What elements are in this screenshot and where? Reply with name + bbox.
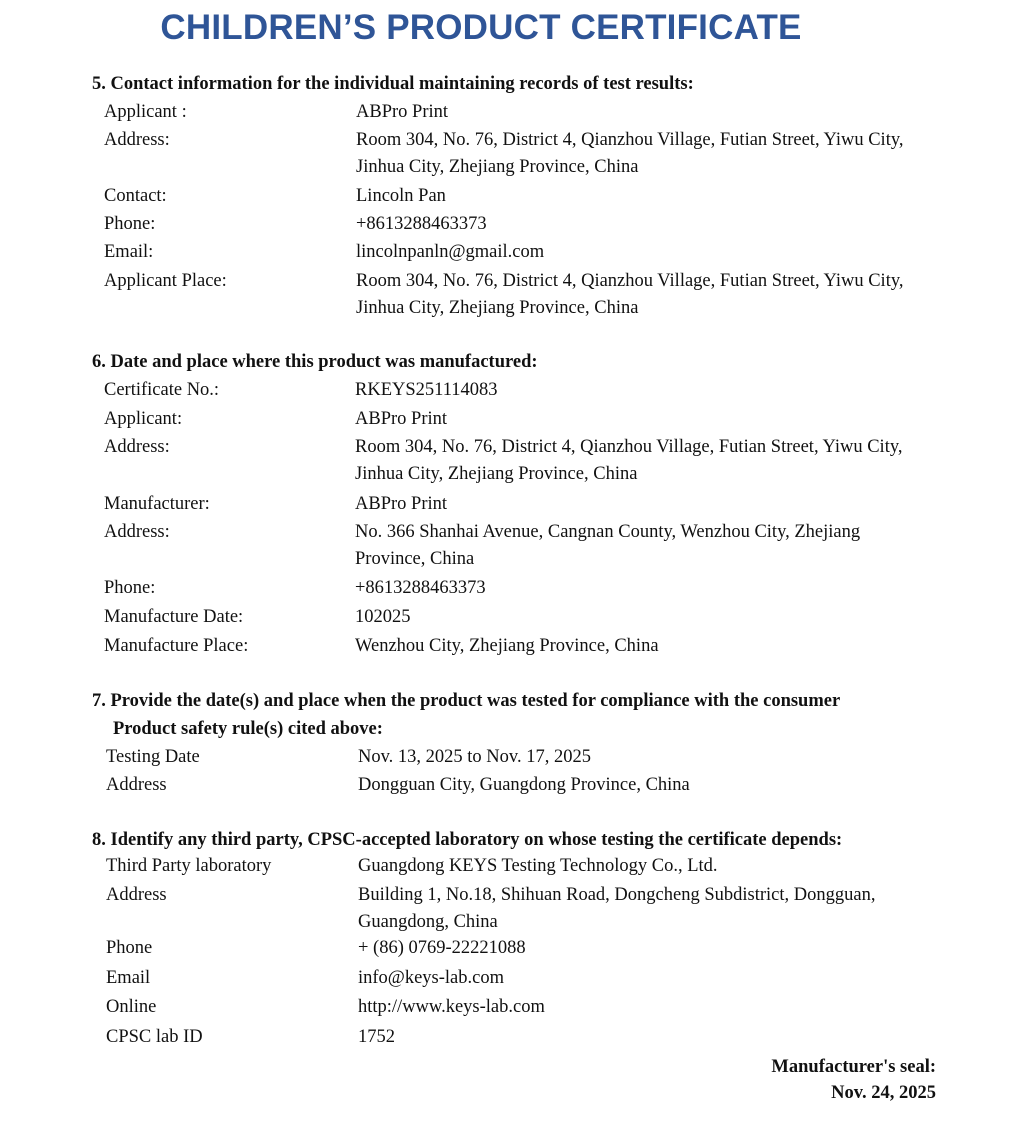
- signature-date: Nov. 24, 2025: [831, 1083, 936, 1103]
- address-value: Room 304, No. 76, District 4, Qianzhou Village, Futian Street, Yiwu City, Jinhua City, Zhejiang Province, China: [356, 130, 904, 177]
- page-title: CHILDREN’S PRODUCT CERTIFICATE: [160, 8, 802, 47]
- applicant-value: ABPro Print: [356, 102, 449, 122]
- lab-email-label: Email: [106, 968, 151, 988]
- manufacture-place-value: Wenzhou City, Zhejiang Province, China: [355, 636, 659, 656]
- address-value: Room 304, No. 76, District 4, Qianzhou Village, Futian Street, Yiwu City, Jinhua City, Zhejiang Province, China: [355, 437, 903, 484]
- applicant-value: ABPro Print: [355, 409, 448, 429]
- contact-value: Lincoln Pan: [356, 186, 446, 206]
- manufacture-date-value: 102025: [355, 607, 411, 627]
- lab-phone-label: Phone: [106, 938, 153, 958]
- applicant-label: Applicant :: [104, 102, 187, 122]
- cpsc-lab-id-label: CPSC lab ID: [106, 1027, 203, 1047]
- applicant-place-label: Applicant Place:: [104, 271, 227, 291]
- third-party-lab-value: Guangdong KEYS Testing Technology Co., Ltd.: [358, 856, 718, 876]
- applicant-label: Applicant:: [104, 409, 183, 429]
- manufacture-place-label: Manufacture Place:: [104, 636, 249, 656]
- manufacture-date-label: Manufacture Date:: [104, 607, 244, 627]
- section-8-heading: 8. Identify any third party, CPSC-accepted laboratory on whose testing the certificate depends:: [92, 830, 843, 850]
- testing-date-value: Nov. 13, 2025 to Nov. 17, 2025: [358, 747, 591, 767]
- phone-label: Phone:: [104, 578, 156, 598]
- manufacturer-address-label: Address:: [104, 522, 170, 542]
- lab-phone-value: + (86) 0769-22221088: [358, 938, 526, 958]
- lab-address-label: Address: [106, 885, 167, 905]
- phone-label: Phone:: [104, 214, 156, 234]
- applicant-place-value: Room 304, No. 76, District 4, Qianzhou Village, Futian Street, Yiwu City, Jinhua City, Zhejiang Province, China: [356, 271, 904, 318]
- testing-address-value: Dongguan City, Guangdong Province, China: [358, 775, 690, 795]
- email-value: lincolnpanln@gmail.com: [356, 242, 545, 262]
- section-7-heading-continued: Product safety rule(s) cited above:: [113, 719, 383, 739]
- manufacturer-address-value: No. 366 Shanhai Avenue, Cangnan County, Wenzhou City, Zhejiang Province, China: [355, 522, 861, 569]
- manufacturer-value: ABPro Print: [355, 494, 448, 514]
- lab-online-label: Online: [106, 997, 157, 1017]
- manufacturer-seal-label: Manufacturer's seal:: [771, 1057, 936, 1077]
- section-5-heading: 5. Contact information for the individual maintaining records of test results:: [92, 74, 694, 94]
- section-6-heading: 6. Date and place where this product was manufactured:: [92, 352, 538, 372]
- contact-label: Contact:: [104, 186, 167, 206]
- testing-address-label: Address: [106, 775, 167, 795]
- address-label: Address:: [104, 130, 170, 150]
- third-party-lab-label: Third Party laboratory: [106, 856, 272, 876]
- certificate-no-value: RKEYS251114083: [355, 380, 498, 400]
- address-label: Address:: [104, 437, 170, 457]
- lab-online-value: http://www.keys-lab.com: [358, 997, 545, 1017]
- phone-value: +8613288463373: [355, 578, 486, 598]
- phone-value: +8613288463373: [356, 214, 487, 234]
- manufacturer-label: Manufacturer:: [104, 494, 210, 514]
- certificate-no-label: Certificate No.:: [104, 380, 220, 400]
- testing-date-label: Testing Date: [106, 747, 200, 767]
- lab-address-value: Building 1, No.18, Shihuan Road, Dongcheng Subdistrict, Dongguan, Guangdong, China: [358, 885, 876, 932]
- email-label: Email:: [104, 242, 154, 262]
- section-7-heading: 7. Provide the date(s) and place when the product was tested for compliance with the consumer: [92, 691, 841, 711]
- cpsc-lab-id-value: 1752: [358, 1027, 395, 1047]
- lab-email-value: info@keys-lab.com: [358, 968, 504, 988]
